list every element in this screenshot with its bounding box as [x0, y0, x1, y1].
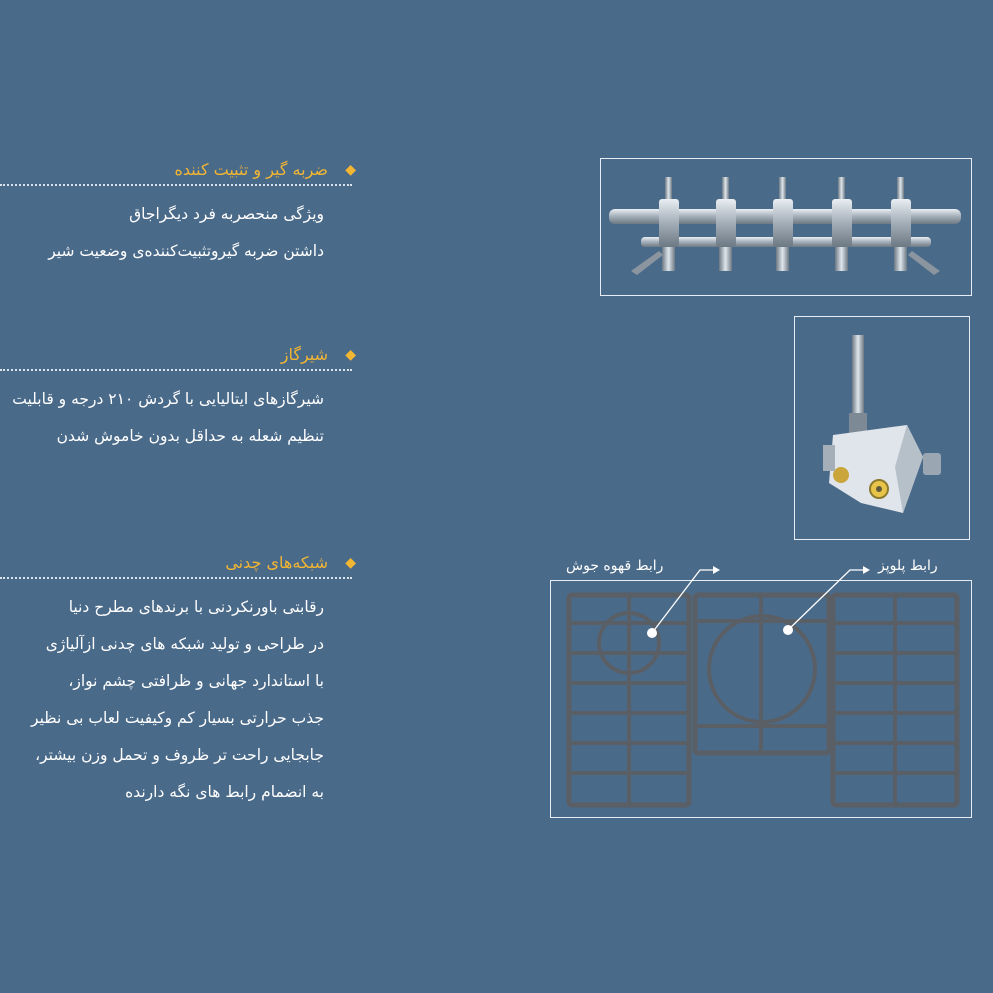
feature-section-cast-iron-grates	[0, 553, 360, 811]
feature-section-shock-absorber	[0, 160, 360, 270]
section-body	[0, 589, 360, 811]
section-title: شبکه‌های چدنی	[225, 553, 328, 572]
feature-section-gas-valve	[0, 345, 360, 455]
section-body	[0, 381, 360, 455]
valve-image-frame	[794, 316, 970, 540]
coffee-callout-arrow	[713, 566, 720, 574]
body-line: در طراحی و تولید شبکه های چدنی ازآلیاژی	[45, 635, 324, 653]
cast-iron-grates-illustration	[551, 581, 970, 816]
section-header	[0, 553, 360, 581]
body-line: تنظیم شعله به حداقل بدون خاموش شدن	[56, 427, 324, 445]
body-line: داشتن ضربه گیروتثبیت‌کننده‌ی وضعیت شیر	[48, 242, 324, 260]
gas-valve-illustration	[795, 317, 968, 538]
section-title: ضربه گیر و تثبیت کننده	[174, 160, 328, 179]
diamond-bullet-icon: ◆	[345, 347, 356, 363]
body-line: شیرگازهای ایتالیایی با گردش ۲۱۰ درجه و قابلیت	[12, 390, 324, 408]
pilaf-callout-arrow	[863, 566, 870, 574]
manifold-image-frame	[600, 158, 972, 296]
body-line: جذب حرارتی بسیار کم وکیفیت لعاب بی نظیر	[31, 709, 324, 727]
body-line: ویژگی منحصربه فرد دیگراجاق	[129, 205, 324, 223]
section-title: شیرگاز	[280, 345, 328, 364]
diamond-bullet-icon: ◆	[345, 555, 356, 571]
body-line: رقابتی باورنکردنی با برندهای مطرح دنیا	[68, 598, 324, 616]
section-header	[0, 345, 360, 373]
diamond-bullet-icon: ◆	[345, 162, 356, 178]
body-line: جابجایی راحت تر ظروف و تحمل وزن بیشتر،	[35, 746, 324, 764]
section-body	[0, 196, 360, 270]
callout-label-pilaf: رابط پلوپز	[878, 558, 938, 574]
dotted-divider	[0, 184, 352, 186]
gas-manifold-illustration	[601, 159, 970, 294]
body-line: به انضمام رابط های نگه دارنده	[125, 783, 324, 801]
grates-image-frame	[550, 580, 972, 818]
section-header	[0, 160, 360, 188]
dotted-divider	[0, 369, 352, 371]
body-line: با استاندارد جهانی و ظرافتی چشم نواز،	[68, 672, 324, 690]
dotted-divider	[0, 577, 352, 579]
callout-label-coffee: رابط قهوه جوش	[566, 558, 664, 574]
